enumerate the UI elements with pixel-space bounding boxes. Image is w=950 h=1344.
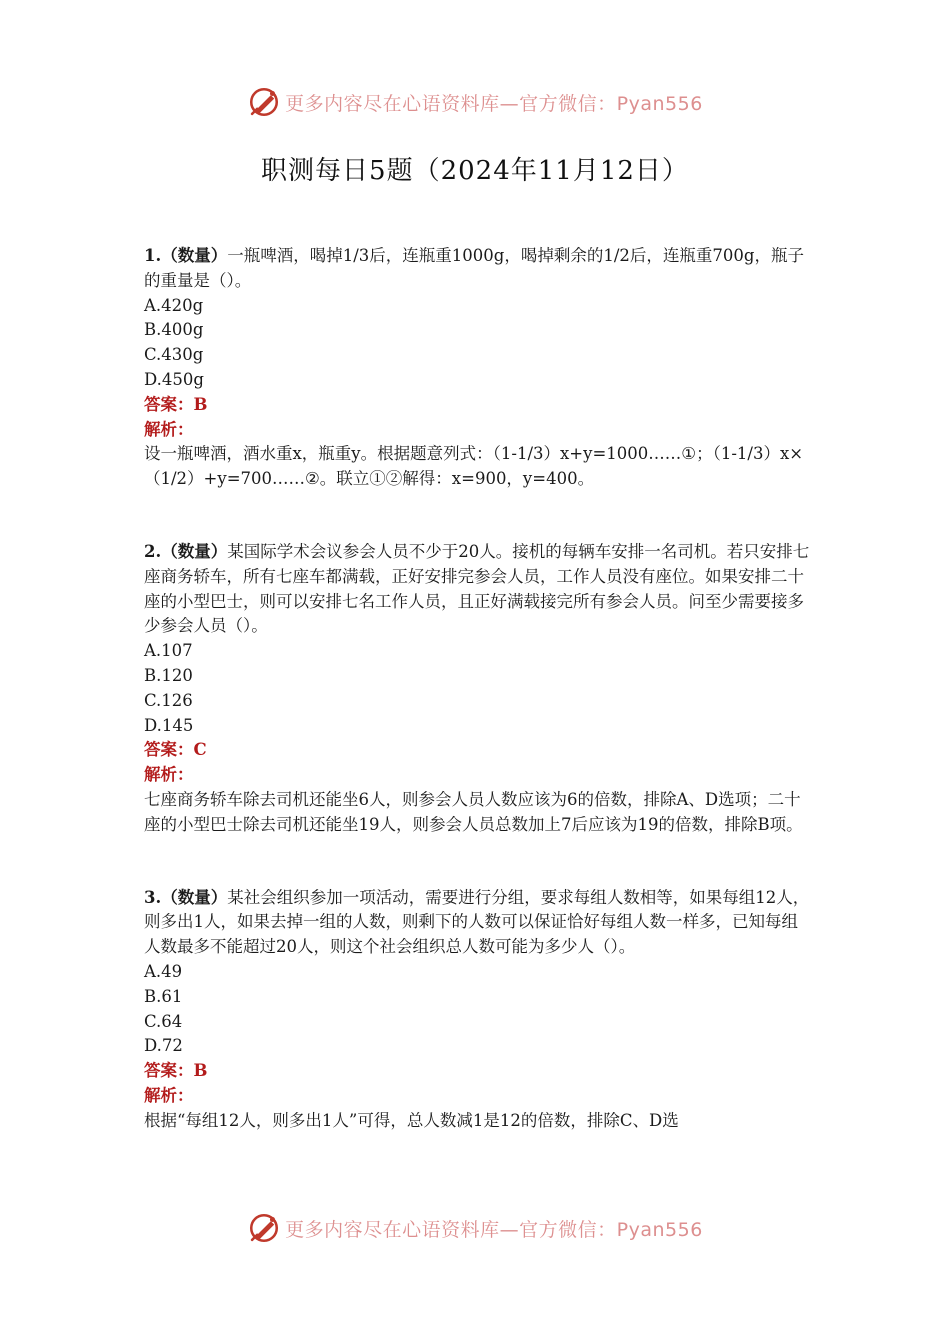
option-b: B.400g xyxy=(144,320,204,340)
analysis-text: 七座商务轿车除去司机还能坐6人，则参会人员人数应该为6的倍数，排除A、D选项；二十座的小型巴士除去司机还能坐19人，则参会人员总数加上7后应该为19的倍数，排除B项。 xyxy=(144,789,803,834)
option-b: B.61 xyxy=(144,986,183,1006)
option-c: C.430g xyxy=(144,345,204,365)
option-a: A.49 xyxy=(144,961,183,981)
question-3 xyxy=(144,886,814,1134)
answer-line: 答案：C xyxy=(144,740,207,760)
watermark-banner-bottom xyxy=(0,1208,950,1248)
answer-line: 答案：B xyxy=(144,394,208,414)
question-type: （数量） xyxy=(161,246,228,265)
watermark-text: 更多内容尽在心语资料库—官方微信：Pyan556 xyxy=(285,92,703,115)
question-text: 某社会组织参加一项活动，需要进行分组，要求每组人数相等，如果每组12人，则多出1人，如果去掉一组的人数，则剩下的人数可以保证恰好每组人数一样多，已知每组人数最多不能超过20人，则这个社会组织总人数可能为多少人（）。 xyxy=(144,887,810,957)
question-type: （数量） xyxy=(161,541,228,561)
option-a: A.420g xyxy=(144,295,204,315)
option-d: D.145 xyxy=(144,715,194,735)
question-list xyxy=(144,244,814,1182)
analysis-text: 设一瓶啤酒，酒水重x，瓶重y。根据题意列式：（1-1/3）x+y=1000……①；（1-1/3）x×（1/2）+y=700……②。联立①②解得：x=900，y=400。 xyxy=(144,444,804,489)
question-stem xyxy=(144,244,814,294)
question-1 xyxy=(144,244,814,492)
question-text: 某国际学术会议参会人员不少于20人。接机的每辆车安排一名司机。若只安排七座商务轿车，所有七座车都满载，正好安排完参会人员，工作人员没有座位。如果安排二十座的小型巴士，则可以安排七名工作人员，且正好满载接完所有参会人员。问至少需要接多少参会人员（）。 xyxy=(144,541,810,636)
option-d: D.450g xyxy=(144,369,204,389)
analysis-label: 解析： xyxy=(144,765,194,785)
analysis-label: 解析： xyxy=(144,419,194,439)
analysis-label: 解析： xyxy=(144,1085,194,1105)
question-stem xyxy=(144,886,814,960)
question-text: 一瓶啤酒，喝掉1/3后，连瓶重1000g，喝掉剩余的1/2后，连瓶重700g，瓶子的重量是（）。 xyxy=(144,246,804,290)
question-type: （数量） xyxy=(161,887,228,907)
analysis-text: 根据“每组12人，则多出1人”可得，总人数减1是12的倍数，排除C、D选 xyxy=(144,1110,679,1130)
watermark-text: 更多内容尽在心语资料库—官方微信：Pyan556 xyxy=(285,1218,703,1241)
option-b: B.120 xyxy=(144,665,193,685)
option-d: D.72 xyxy=(144,1036,183,1056)
option-c: C.126 xyxy=(144,690,193,710)
question-2 xyxy=(144,540,814,838)
option-a: A.107 xyxy=(144,641,193,661)
question-number: 2. xyxy=(144,541,162,561)
watermark-banner-top xyxy=(0,82,950,122)
pen-nib-circle-logo-icon xyxy=(247,85,281,119)
question-number: 1. xyxy=(144,246,162,265)
option-c: C.64 xyxy=(144,1011,183,1031)
question-stem xyxy=(144,540,814,639)
pen-nib-circle-logo-icon xyxy=(247,1211,281,1245)
answer-line: 答案：B xyxy=(144,1061,208,1081)
question-number: 3. xyxy=(144,887,162,907)
page-title: 职测每日5题（2024年11月12日） xyxy=(261,156,689,186)
